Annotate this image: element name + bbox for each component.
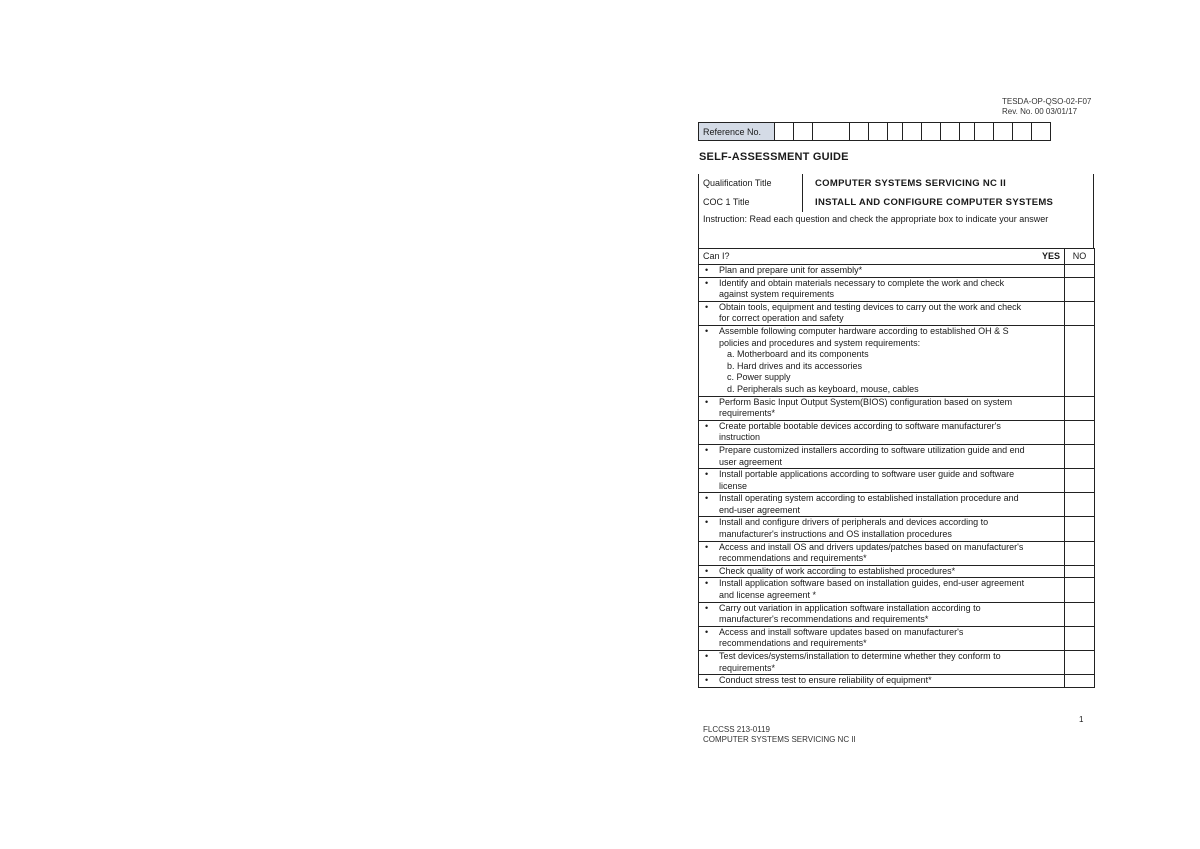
table-header-row	[699, 249, 1095, 265]
question-text: Conduct stress test to ensure reliability of equipment*	[719, 675, 932, 686]
question-row	[699, 325, 1095, 396]
no-checkbox-cell[interactable]	[1065, 626, 1095, 650]
question-cell	[699, 602, 1037, 626]
question-row	[699, 469, 1095, 493]
question-text: Carry out variation in application software installation according to manufacturer's recommendations and requirements*	[719, 602, 981, 625]
bullet-icon: •	[705, 325, 709, 336]
question-row	[699, 578, 1095, 602]
sub-item-list	[719, 349, 1033, 395]
yes-checkbox-cell[interactable]	[1037, 675, 1065, 688]
reference-digit-box[interactable]	[888, 123, 903, 141]
yes-checkbox-cell[interactable]	[1037, 626, 1065, 650]
reference-digit-box[interactable]	[869, 123, 888, 141]
can-i-header: Can I?	[699, 249, 1037, 265]
bullet-icon: •	[705, 301, 709, 312]
question-text: Perform Basic Input Output System(BIOS) configuration based on system requirements*	[719, 396, 1013, 419]
question-text: Obtain tools, equipment and testing devices to carry out the work and check for correct operation and safety	[719, 301, 1022, 324]
question-cell	[699, 444, 1037, 468]
reference-digit-box[interactable]	[903, 123, 922, 141]
question-text: Plan and prepare unit for assembly*	[719, 265, 863, 275]
no-checkbox-cell[interactable]	[1065, 565, 1095, 578]
question-row	[699, 301, 1095, 325]
yes-checkbox-cell[interactable]	[1037, 541, 1065, 565]
instruction-text: Instruction: Read each question and check the appropriate box to indicate your answer	[703, 214, 1049, 224]
no-checkbox-cell[interactable]	[1065, 651, 1095, 675]
bullet-icon: •	[705, 265, 709, 275]
question-cell	[699, 541, 1037, 565]
bullet-icon: •	[705, 565, 709, 576]
no-checkbox-cell[interactable]	[1065, 420, 1095, 444]
question-text: Check quality of work according to established procedures*	[719, 565, 956, 576]
qualification-row	[699, 174, 1093, 193]
question-text: Access and install software updates based on manufacturer's recommendations and requirements*	[719, 626, 964, 649]
sub-item: d. Peripherals such as keyboard, mouse, cables	[727, 383, 919, 394]
question-cell	[699, 626, 1037, 650]
bullet-icon: •	[705, 396, 709, 407]
coc-value: INSTALL AND CONFIGURE COMPUTER SYSTEMS	[815, 197, 1054, 208]
footer-code: FLCCSS 213-0119	[703, 725, 770, 734]
qualification-info-box	[698, 174, 1094, 249]
reference-digit-box[interactable]	[941, 123, 960, 141]
qualification-value: COMPUTER SYSTEMS SERVICING NC II	[815, 178, 1007, 189]
guide-title: SELF-ASSESSMENT GUIDE	[699, 151, 849, 163]
yes-checkbox-cell[interactable]	[1037, 444, 1065, 468]
question-cell	[699, 301, 1037, 325]
question-text: Identify and obtain materials necessary to complete the work and check against system requirements	[719, 277, 1005, 300]
no-header: NO	[1065, 249, 1095, 265]
question-text: Install and configure drivers of peripherals and devices according to manufacturer's instructions and OS installation procedures	[719, 517, 989, 540]
reference-number-label: Reference No.	[699, 123, 775, 141]
question-row	[699, 565, 1095, 578]
question-cell	[699, 578, 1037, 602]
reference-digit-box[interactable]	[922, 123, 941, 141]
bullet-icon: •	[705, 626, 709, 637]
bullet-icon: •	[705, 651, 709, 661]
reference-digit-box[interactable]	[1032, 123, 1051, 141]
question-text: Access and install OS and drivers updates/patches based on manufacturer's recommendations and requirements*	[719, 541, 1024, 564]
question-row	[699, 265, 1095, 278]
reference-digit-box[interactable]	[813, 123, 850, 141]
no-checkbox-cell[interactable]	[1065, 277, 1095, 301]
question-text: Install operating system according to established installation procedure and end-user agreement	[719, 493, 1019, 515]
yes-checkbox-cell[interactable]	[1037, 301, 1065, 325]
question-text: Install portable applications according to software user guide and software license	[719, 469, 1015, 491]
question-cell	[699, 325, 1037, 396]
reference-digit-box[interactable]	[1013, 123, 1032, 141]
yes-checkbox-cell[interactable]	[1037, 469, 1065, 493]
no-checkbox-cell[interactable]	[1065, 301, 1095, 325]
no-checkbox-cell[interactable]	[1065, 444, 1095, 468]
question-cell	[699, 651, 1037, 675]
footer-qualification: COMPUTER SYSTEMS SERVICING NC II	[703, 735, 856, 744]
yes-checkbox-cell[interactable]	[1037, 396, 1065, 420]
coc-row	[699, 193, 1093, 212]
no-checkbox-cell[interactable]	[1065, 493, 1095, 517]
question-row	[699, 420, 1095, 444]
bullet-icon: •	[705, 469, 709, 480]
question-row	[699, 675, 1095, 688]
sub-item: a. Motherboard and its components	[727, 349, 869, 360]
no-checkbox-cell[interactable]	[1065, 469, 1095, 493]
question-text: Prepare customized installers according to software utilization guide and end user agreement	[719, 444, 1025, 467]
no-checkbox-cell[interactable]	[1065, 325, 1095, 396]
bullet-icon: •	[705, 444, 709, 455]
yes-checkbox-cell[interactable]	[1037, 493, 1065, 517]
question-row	[699, 517, 1095, 541]
question-text: Assemble following computer hardware according to established OH & S policies and procedures and system requirements:	[719, 325, 1009, 348]
question-text: Install application software based on installation guides, end-user agreement and license agreement *	[719, 578, 1025, 601]
coc-label: COC 1 Title	[699, 193, 803, 212]
yes-checkbox-cell[interactable]	[1037, 565, 1065, 578]
question-text: Test devices/systems/installation to determine whether they conform to requirements*	[719, 651, 1001, 673]
question-row	[699, 626, 1095, 650]
bullet-icon: •	[705, 541, 709, 552]
self-assessment-table	[698, 248, 1095, 688]
question-row	[699, 396, 1095, 420]
reference-digit-box[interactable]	[960, 123, 975, 141]
question-cell	[699, 517, 1037, 541]
bullet-icon: •	[705, 675, 709, 686]
bullet-icon: •	[705, 517, 709, 528]
qualification-label: Qualification Title	[699, 174, 803, 193]
page-number: 1	[1079, 715, 1084, 724]
document-code	[1002, 97, 1091, 117]
yes-checkbox-cell[interactable]	[1037, 325, 1065, 396]
question-cell	[699, 469, 1037, 493]
question-row	[699, 493, 1095, 517]
question-row	[699, 444, 1095, 468]
question-row	[699, 651, 1095, 675]
question-cell	[699, 675, 1037, 688]
question-cell	[699, 265, 1037, 278]
question-cell	[699, 277, 1037, 301]
yes-checkbox-cell[interactable]	[1037, 420, 1065, 444]
yes-checkbox-cell[interactable]	[1037, 578, 1065, 602]
yes-checkbox-cell[interactable]	[1037, 265, 1065, 278]
no-checkbox-cell[interactable]	[1065, 265, 1095, 278]
yes-checkbox-cell[interactable]	[1037, 517, 1065, 541]
yes-checkbox-cell[interactable]	[1037, 277, 1065, 301]
yes-header: YES	[1037, 249, 1065, 265]
no-checkbox-cell[interactable]	[1065, 541, 1095, 565]
question-text: Create portable bootable devices according to software manufacturer's instruction	[719, 420, 1001, 443]
revision-number: Rev. No. 00 03/01/17	[1002, 107, 1078, 116]
no-checkbox-cell[interactable]	[1065, 602, 1095, 626]
yes-checkbox-cell[interactable]	[1037, 602, 1065, 626]
no-checkbox-cell[interactable]	[1065, 517, 1095, 541]
reference-digit-box[interactable]	[775, 123, 794, 141]
bullet-icon: •	[705, 493, 709, 504]
question-row	[699, 602, 1095, 626]
no-checkbox-cell[interactable]	[1065, 675, 1095, 688]
bullet-icon: •	[705, 602, 709, 613]
reference-digit-box[interactable]	[850, 123, 869, 141]
bullet-icon: •	[705, 578, 709, 589]
bullet-icon: •	[705, 420, 709, 431]
question-cell	[699, 493, 1037, 517]
reference-number-table	[698, 122, 1051, 141]
document-footer	[703, 725, 856, 745]
question-cell	[699, 420, 1037, 444]
reference-digit-box[interactable]	[975, 123, 994, 141]
question-row	[699, 277, 1095, 301]
sub-item: c. Power supply	[727, 372, 791, 383]
yes-checkbox-cell[interactable]	[1037, 651, 1065, 675]
form-code: TESDA-OP-QSO-02-F07	[1002, 97, 1092, 106]
no-checkbox-cell[interactable]	[1065, 396, 1095, 420]
no-checkbox-cell[interactable]	[1065, 578, 1095, 602]
reference-digit-box[interactable]	[794, 123, 813, 141]
question-cell	[699, 396, 1037, 420]
sub-item: b. Hard drives and its accessories	[727, 360, 863, 371]
reference-digit-box[interactable]	[994, 123, 1013, 141]
bullet-icon: •	[705, 277, 709, 288]
question-row	[699, 541, 1095, 565]
question-cell	[699, 565, 1037, 578]
